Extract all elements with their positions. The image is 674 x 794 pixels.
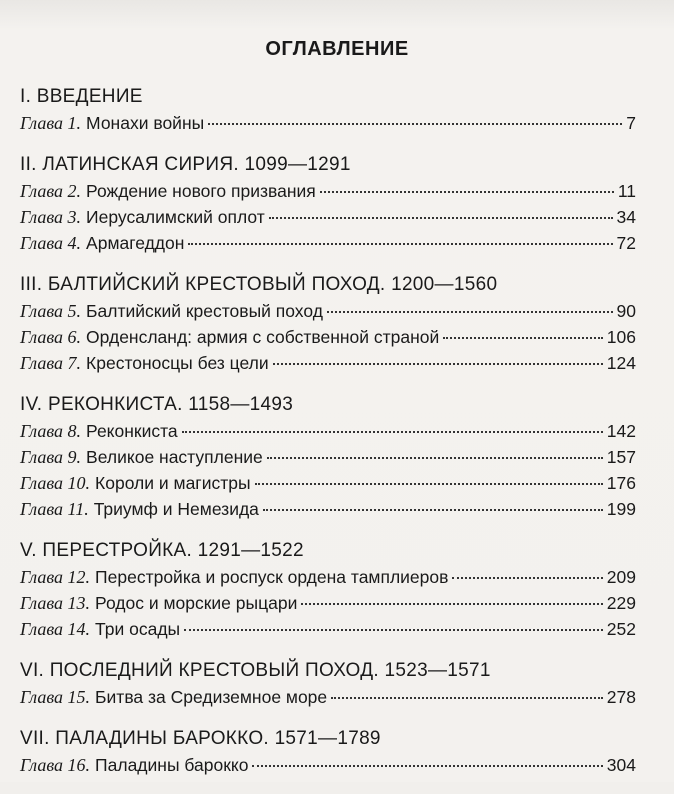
chapter-label: Глава 12. [20, 567, 91, 587]
chapter-name: Перестройка и роспуск ордена тамплиеров [95, 567, 449, 587]
chapter-name: Иерусалимский оплот [86, 207, 265, 227]
toc-entry[interactable] [20, 616, 636, 642]
page-title: ОГЛАВЛЕНИЕ [265, 38, 409, 60]
dot-leader [182, 430, 603, 433]
part-title: I. ВВЕДЕНИЕ [20, 86, 143, 107]
dot-leader [327, 310, 613, 313]
page-number: 142 [606, 421, 636, 441]
dot-leader [252, 764, 602, 767]
chapter-name: Орденсланд: армия с собственной страной [86, 327, 440, 347]
toc-part [20, 392, 636, 522]
chapter-label: Глава 7. [20, 353, 82, 373]
toc-entry[interactable] [20, 470, 636, 496]
chapter-name: Армагеддон [86, 233, 185, 253]
chapter-name: Реконкиста [86, 421, 178, 441]
part-title: III. БАЛТИЙСКИЙ КРЕСТОВЫЙ ПОХОД. 1200—1560 [20, 274, 498, 295]
dot-leader [331, 696, 603, 699]
dot-leader [188, 242, 612, 245]
toc-entry[interactable] [20, 298, 636, 324]
toc-entry[interactable] [20, 350, 636, 376]
dot-leader [443, 336, 602, 339]
toc-part [20, 726, 636, 778]
chapter-label: Глава 11. [20, 499, 89, 519]
page-number: 252 [606, 619, 636, 639]
chapter-name: Монахи войны [86, 113, 205, 133]
chapter-name: Балтийский крестовый поход [86, 301, 323, 321]
part-title: VII. ПАЛАДИНЫ БАРОККО. 1571—1789 [20, 728, 381, 749]
chapter-label: Глава 13. [20, 593, 91, 613]
page-number: 34 [616, 207, 636, 227]
page-number: 304 [606, 755, 636, 775]
part-title: II. ЛАТИНСКАЯ СИРИЯ. 1099—1291 [20, 154, 351, 175]
dot-leader [269, 216, 613, 219]
chapter-name: Три осады [95, 619, 181, 639]
page-number: 72 [616, 233, 636, 253]
chapter-label: Глава 10. [20, 473, 91, 493]
chapter-name: Великое наступление [86, 447, 263, 467]
chapter-name: Рождение нового призвания [86, 181, 316, 201]
chapter-label: Глава 14. [20, 619, 91, 639]
chapter-name: Крестоносцы без цели [86, 353, 269, 373]
toc-entry[interactable] [20, 564, 636, 590]
chapter-label: Глава 4. [20, 233, 82, 253]
chapter-label: Глава 5. [20, 301, 82, 321]
toc-entry[interactable] [20, 324, 636, 350]
toc-entry[interactable] [20, 444, 636, 470]
page-number: 278 [606, 687, 636, 707]
toc-entry[interactable] [20, 418, 636, 444]
toc-part [20, 272, 636, 376]
page-number: 199 [606, 499, 636, 519]
chapter-label: Глава 9. [20, 447, 82, 467]
chapter-label: Глава 2. [20, 181, 82, 201]
toc-entry[interactable] [20, 178, 636, 204]
toc-part [20, 152, 636, 256]
toc-entry[interactable] [20, 204, 636, 230]
toc-entry[interactable] [20, 496, 636, 522]
dot-leader [184, 628, 603, 631]
dot-leader [267, 456, 603, 459]
chapter-label: Глава 15. [20, 687, 91, 707]
page-number: 229 [606, 593, 636, 613]
dot-leader [273, 362, 603, 365]
table-of-contents [20, 84, 636, 794]
part-title: IV. РЕКОНКИСТА. 1158—1493 [20, 394, 294, 415]
chapter-name: Триумф и Немезида [93, 499, 259, 519]
chapter-label: Глава 1. [20, 113, 82, 133]
toc-entry[interactable] [20, 684, 636, 710]
part-title: V. ПЕРЕСТРОЙКА. 1291—1522 [20, 540, 304, 561]
chapter-name: Родос и морские рыцари [95, 593, 298, 613]
page-number: 176 [606, 473, 636, 493]
toc-part [20, 538, 636, 642]
dot-leader [263, 508, 603, 511]
dot-leader [255, 482, 603, 485]
chapter-name: Короли и магистры [95, 473, 251, 493]
page-number: 11 [617, 181, 636, 201]
part-title: VI. ПОСЛЕДНИЙ КРЕСТОВЫЙ ПОХОД. 1523—1571 [20, 660, 491, 681]
page-number: 157 [606, 447, 636, 467]
toc-part [20, 658, 636, 710]
dot-leader [301, 602, 602, 605]
toc-entry[interactable] [20, 752, 636, 778]
toc-entry[interactable] [20, 110, 636, 136]
chapter-label: Глава 16. [20, 755, 91, 775]
chapter-name: Паладины барокко [95, 755, 249, 775]
page-number: 124 [606, 353, 636, 373]
page-number: 7 [626, 113, 636, 133]
chapter-label: Глава 6. [20, 327, 82, 347]
toc-entry[interactable] [20, 230, 636, 256]
toc-part [20, 84, 636, 136]
dot-leader [320, 190, 614, 193]
chapter-name: Битва за Средиземное море [95, 687, 328, 707]
chapter-label: Глава 3. [20, 207, 82, 227]
page-number: 90 [616, 301, 636, 321]
dot-leader [208, 122, 622, 125]
page-number: 106 [606, 327, 636, 347]
toc-entry[interactable] [20, 590, 636, 616]
dot-leader [452, 576, 602, 579]
chapter-label: Глава 8. [20, 421, 82, 441]
page-number: 209 [606, 567, 636, 587]
